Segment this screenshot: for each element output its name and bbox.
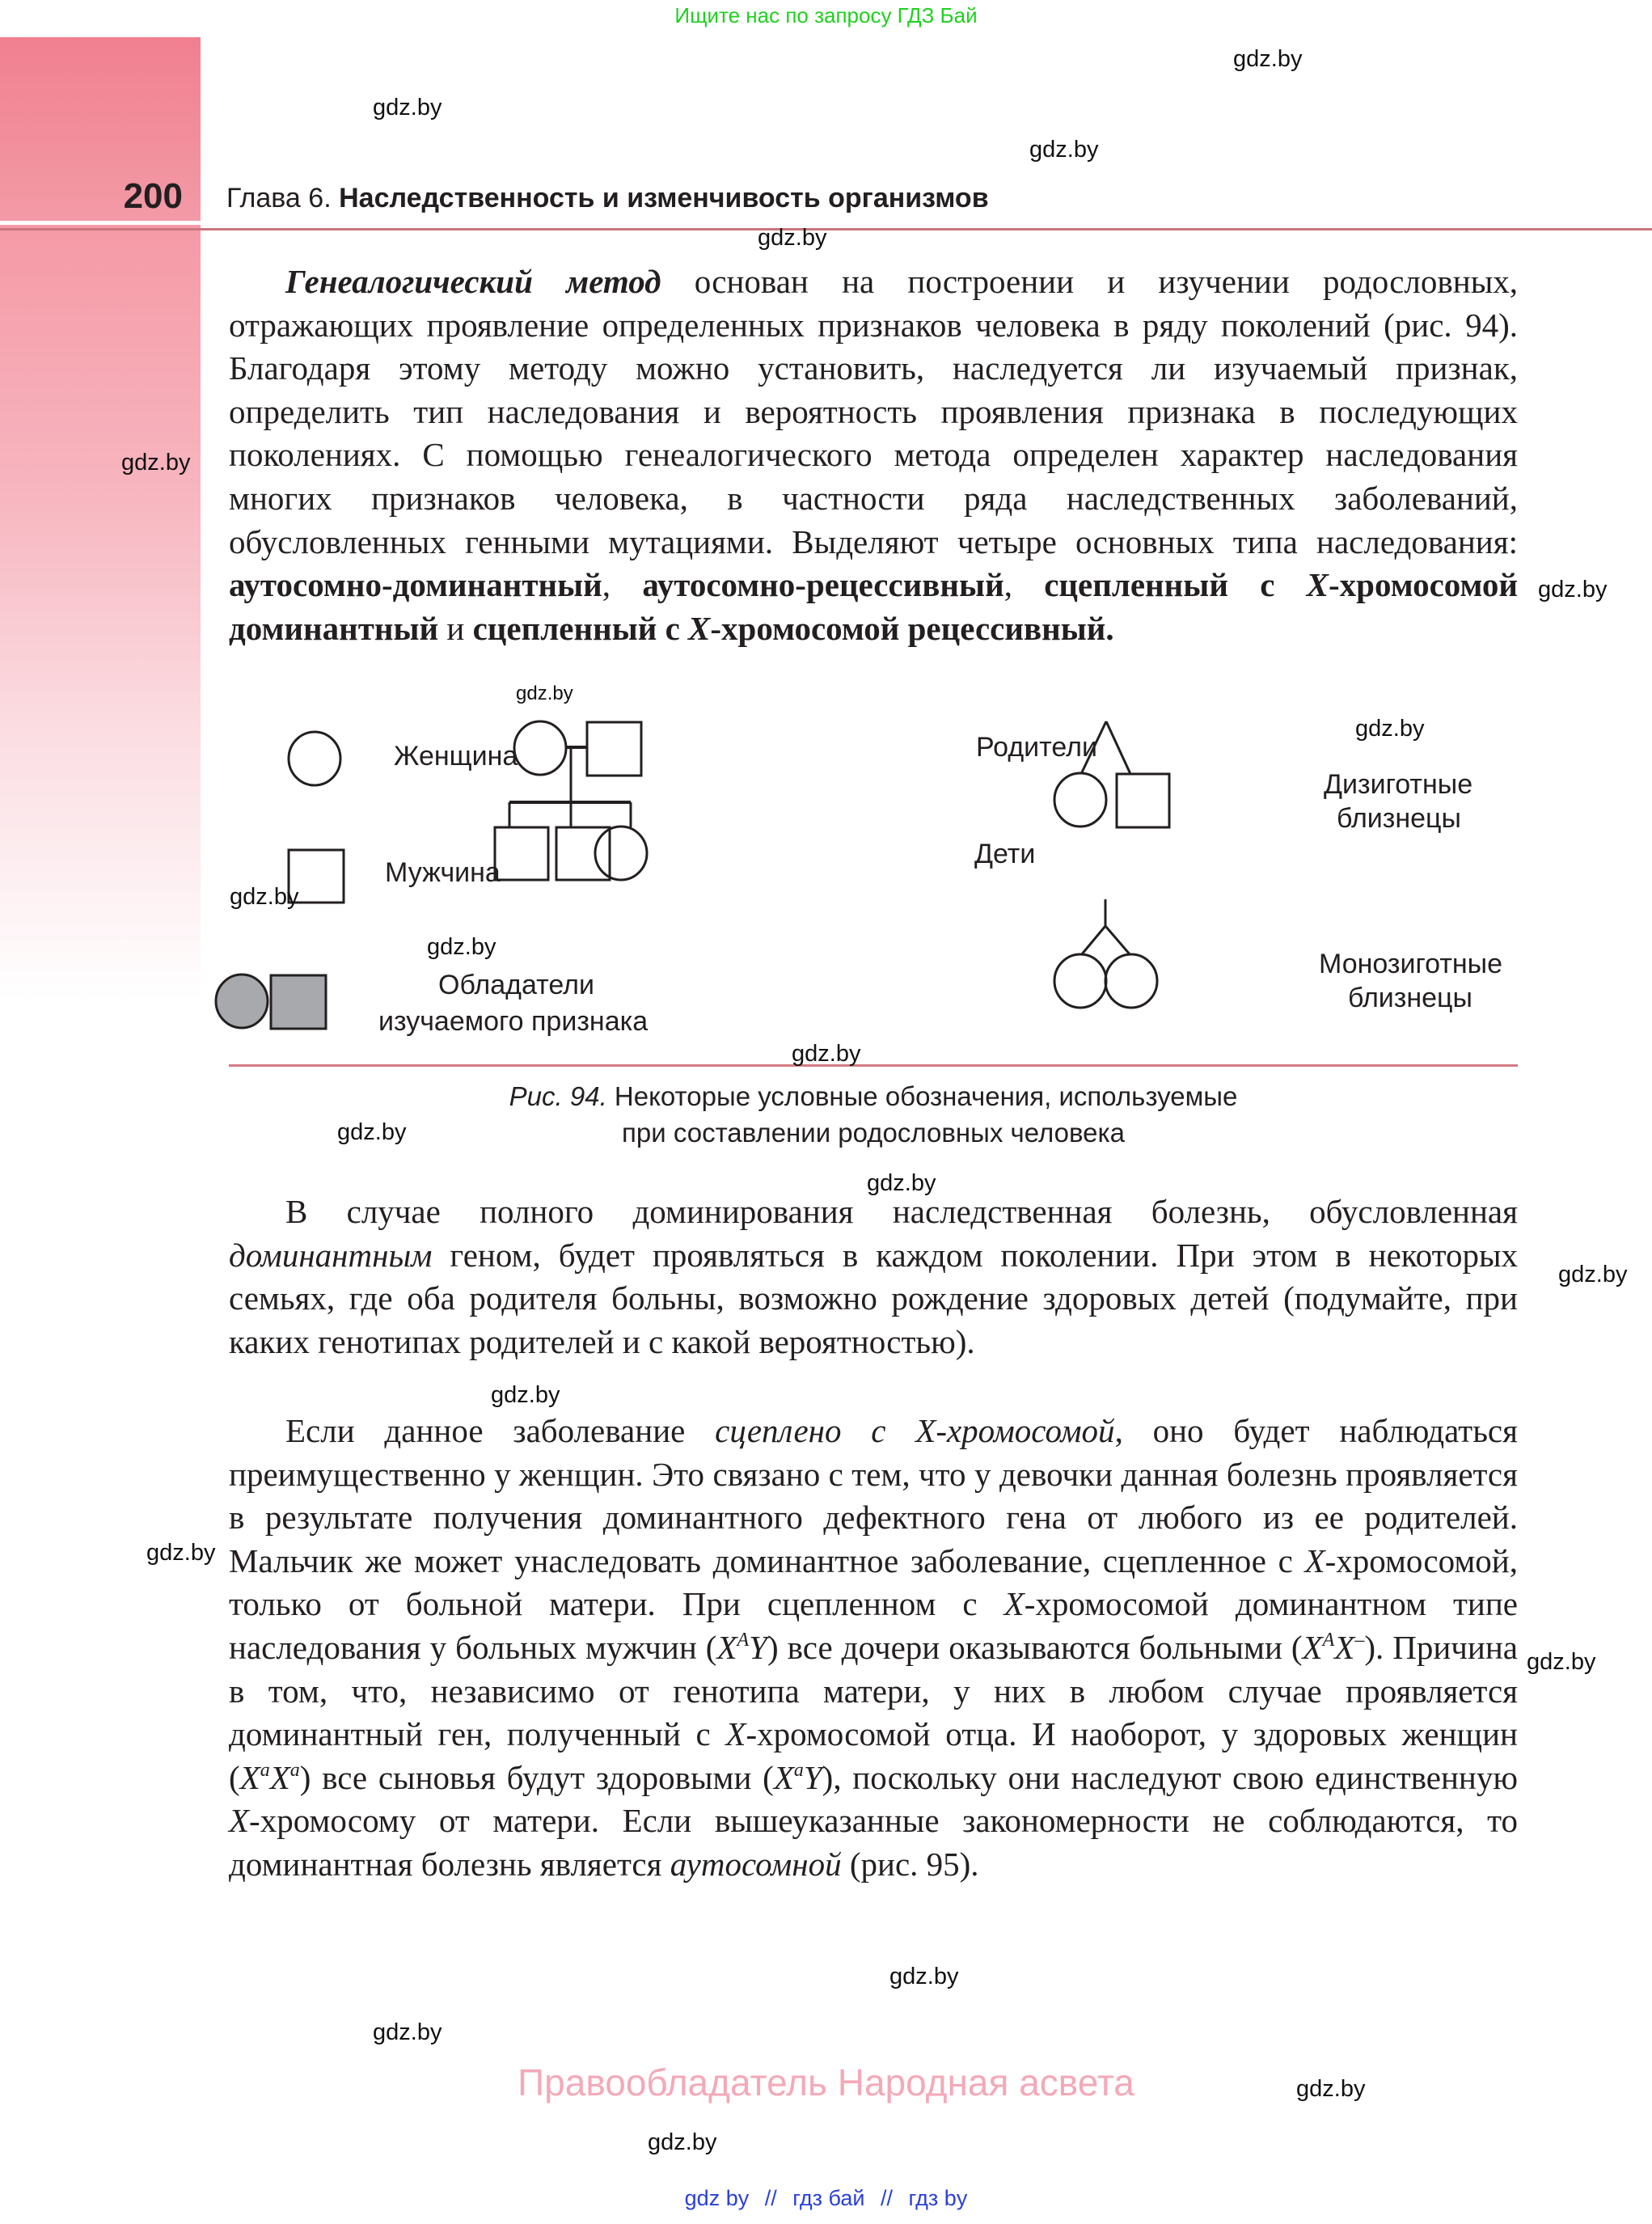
- legend-affected-label-2: изучаемого признака: [378, 1006, 649, 1037]
- genotype-XAY: $X^AY$: [716, 1628, 767, 1666]
- chapter-title: Наследственность и изменчивость организмов: [339, 183, 989, 214]
- parents-label: Родители: [976, 732, 1097, 763]
- watermark: gdz.by: [1558, 1262, 1628, 1287]
- search-hint-banner: Ищите нас по запросу ГДЗ Бай: [674, 3, 978, 27]
- figure-rule: [229, 1064, 1518, 1067]
- term-x-linked: сцеплено с X-хромосомой: [715, 1412, 1115, 1449]
- legend-female-label: Женщина: [394, 741, 518, 772]
- term-dominant: доминантным: [229, 1236, 433, 1274]
- inheritance-type-2: аутосомно-рецессивный: [642, 566, 1004, 604]
- dizygotic-twin-female-icon: [1054, 773, 1106, 827]
- watermark: gdz.by: [337, 1119, 407, 1145]
- separator: //: [881, 2186, 894, 2210]
- figure-caption-label: Рис. 94.: [509, 1081, 607, 1111]
- watermark: gdz.by: [373, 95, 442, 121]
- copyright-owner: Правообладатель Народная асвета: [518, 2061, 1134, 2103]
- paragraph-dominant-inheritance: В случае полного доминирования наследственная болезнь, обусловленная доминантным геном, будет проявляться в каждом поколении. При этом в некоторых семьях, где оба родителя больны, возможно рождение здоровых детей (подумайте, при каких генотипах родителей и с какой вероятностью).: [229, 1193, 1518, 1360]
- female-symbol-icon: [289, 732, 340, 785]
- parent-female-icon: [514, 721, 566, 775]
- child-male-icon: [495, 827, 548, 880]
- genotype-XaY: $X^aY$: [773, 1758, 822, 1796]
- monozygotic-twin-icon: [1105, 954, 1157, 1008]
- chapter-prefix: Глава 6.: [226, 183, 332, 214]
- watermark: gdz.by: [373, 2019, 442, 2045]
- monozygotic-label-2: близнецы: [1348, 983, 1472, 1013]
- watermark: gdz.by: [1538, 577, 1608, 603]
- watermark: gdz.by: [1029, 137, 1099, 163]
- watermark: gdz.by: [1233, 46, 1303, 72]
- dizygotic-label-2: близнецы: [1337, 803, 1461, 834]
- children-label: Дети: [974, 839, 1036, 869]
- page-number: 200: [123, 176, 183, 216]
- paragraph-x-linked: Если данное заболевание сцеплено с X-хромосомой, оно будет наблюдаться преимущественно у женщин. Это связано с тем, что у девочки данная болезнь проявляется в результате получения доминантного дефектного гена от любого из ее родителей. Мальчик же может унаследовать доминантное заболевание, сцепленное с X-хромосомой, только от больной матери. При сцепленном с X-хромосомой доминантном типе наследования у больных мужчин $(X^AY)$ все дочери оказываются больными $(X^AX^-)$. Причина в том, что, независимо от генотипа матери, у них в любом случае проявляется доминантный ген, полученный с X-хромосомой отца. И наоборот, у здоровых женщин $(X^aX^a)$ все сыновья будут здоровыми $(X^aY)$, поскольку они наследуют свою единственную X-хромосому от матери. Если вышеуказанные закономерности не соблюдаются, то доминантная болезнь является аутосомной (рис. 95).: [229, 1412, 1519, 1883]
- dizygotic-twin-male-icon: [1117, 774, 1169, 827]
- watermark: gdz.by: [1527, 1649, 1596, 1675]
- link-gdz-by[interactable]: gdz by: [684, 2186, 750, 2210]
- genotype-XaXa: $X^aX^a$: [239, 1758, 300, 1796]
- legend-affected-label-1: Обладатели: [438, 970, 594, 1000]
- watermark: gdz.by: [427, 934, 496, 960]
- monozygotic-twin-icon: [1054, 954, 1106, 1008]
- genotype-XAX-: $X^AX^-$: [1302, 1628, 1365, 1666]
- parent-male-icon: [587, 722, 641, 776]
- watermark: gdz.by: [889, 1964, 959, 1989]
- watermark: gdz.by: [516, 683, 573, 704]
- child-female-icon: [595, 827, 647, 880]
- inheritance-type-1: аутосомно-доминантный: [229, 566, 602, 604]
- affected-female-icon: [216, 975, 268, 1028]
- term-autosomal: аутосомной: [670, 1845, 842, 1883]
- link-gdz-by-cyr[interactable]: гдз by: [908, 2186, 968, 2210]
- affected-male-icon: [271, 975, 326, 1029]
- watermark: gdz.by: [792, 1041, 861, 1067]
- watermark: gdz.by: [121, 450, 191, 476]
- bottom-links: [0, 2186, 1652, 2211]
- watermark: gdz.by: [1296, 2076, 1366, 2102]
- watermark: gdz.by: [1355, 716, 1425, 742]
- link-gdz-bai[interactable]: гдз бай: [792, 2186, 865, 2210]
- paragraph-genealogical-method: Генеалогический метод основан на построении и изучении родословных, отражающих проявление определенных признаков человека в ряду поколений (рис. 94). Благодаря этому методу можно установить, наследуется ли изучаемый признак, определить тип наследования и вероятность проявления признака в последующих поколениях. С помощью генеалогического метода определен характер наследования многих признаков человека, в частности ряда наследственных заболеваний, обусловленных генными мутациями. Выделяют четыре основных типа наследования: аутосомно-доминантный, аутосомно-рецессивный, сцепленный с X-хромосомой доминантный и сцепленный с X-хромосомой рецессивный.: [229, 263, 1519, 647]
- monozygotic-label-1: Монозиготные: [1319, 949, 1503, 979]
- watermark: gdz.by: [648, 2129, 717, 2155]
- dizygotic-label-1: Дизиготные: [1324, 769, 1473, 800]
- watermark: gdz.by: [230, 884, 299, 910]
- watermark: gdz.by: [867, 1170, 936, 1196]
- watermark: gdz.by: [758, 225, 827, 251]
- watermark: gdz.by: [491, 1382, 560, 1408]
- figure-caption: Рис. 94. Некоторые условные обозначения, используемые при составлении родословных человека: [509, 1081, 1238, 1148]
- watermark: gdz.by: [146, 1540, 216, 1566]
- inheritance-type-3: сцепленный с X-хромосомой доминантный: [229, 566, 1519, 647]
- inheritance-type-4: сцепленный с X-хромосомой рецессивный.: [472, 609, 1114, 647]
- term-genealogical-method: Генеалогический метод: [285, 263, 661, 300]
- separator: //: [764, 2186, 777, 2210]
- legend-male-label: Мужчина: [385, 857, 501, 888]
